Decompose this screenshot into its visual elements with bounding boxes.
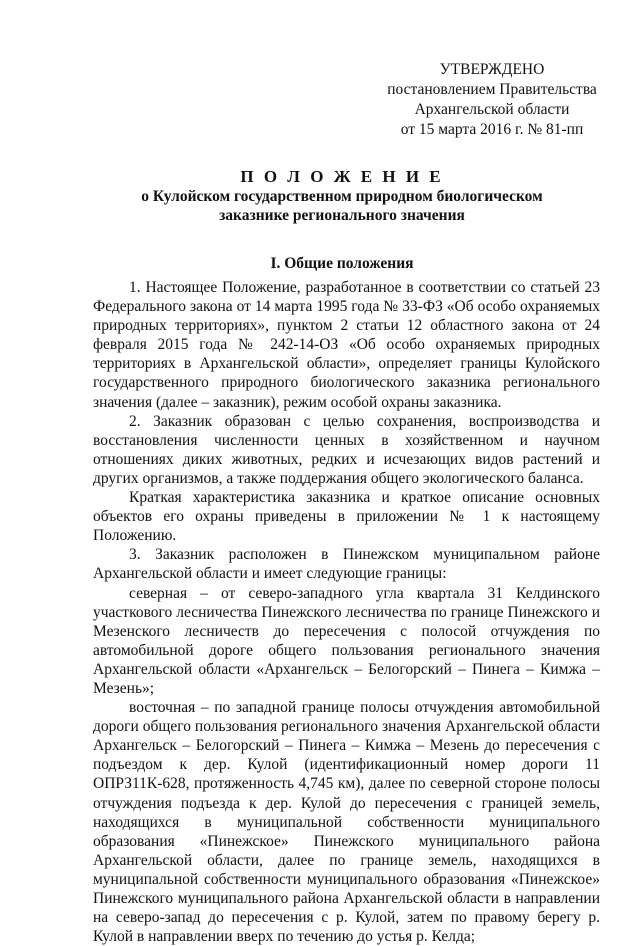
paragraph-5: северная – от северо-западного угла квартала 31 Келдинского участкового лесничества Пинежского лесничества по границе Пинежского и Мезенского лесничеств до пересечения с полосой отчуждения по автомобильной дороге общего пользования регионального значения Архангельской области «Архангельск – Белогорский – Пинега – Кимжа – Мезень»; [93,584,600,697]
paragraph-1: 1. Настоящее Положение, разработанное в соответствии со статьей 23 Федерального закона от 14 марта 1995 года № 33-ФЗ «Об особо охраняемых природных территориях», пунктом 2 статьи 12 областного закона от 24 февраля 2015 года № 242-14-ОЗ «Об особо охраняемых природных территориях в Архангельской области», определяет границы Кулойского государственного природного биологического заказника регионального значения (далее – заказник), режим особой охраны заказника. [93,279,600,411]
paragraph-3: Краткая характеристика заказника и краткое описание основных объектов его охраны приведены в приложении № 1 к настоящему Положению. [93,489,600,545]
document-subtitle-line-1: о Кулойском государственном природном биологическом [141,188,543,205]
document-title-block [60,167,624,225]
paragraph-4: 3. Заказник расположен в Пинежском муниципальном районе Архангельской области и имеет следующие границы: [93,546,600,583]
approval-line-date: от 15 марта 2016 г. № 81-пп [400,121,584,138]
approval-line-region: Архангельской области [414,101,570,118]
section-heading: I. Общие положения [270,255,414,272]
approval-line-resolution: постановлением Правительства [387,81,597,98]
section-body [93,278,600,946]
approval-line-approved: УТВЕРЖДЕНО [439,61,545,78]
document-subtitle-line-2: заказнике регионального значения [219,207,465,224]
paragraph-2: 2. Заказник образован с целью сохранения, воспроизводства и восстановления численности ценных в хозяйственном и научном отношениях диких животных, редких и исчезающих видов растений и других организмов, а также поддержания общего экологического баланса. [93,412,600,487]
approval-stamp [372,60,612,140]
document-title: П О Л О Ж Е Н И Е [240,167,444,186]
paragraph-6: восточная – по западной границе полосы отчуждения автомобильной дороги общего пользования регионального значения Архангельской области Архангельск – Белогорский – Пинега – Кимжа – Мезень до пересечения с подъездом к дер. Кулой (идентификационный номер дороги 11 ОПРЗ11К-628, протяженность 4,745 км), далее по северной стороне полосы отчуждения подъезда к дер. Кулой до пересечения с границей земель, находящихся в муниципальной собственности муниципального образования «Пинежское» Пинежского муниципального района Архангельской области, далее по границе земель, находящихся в муниципальной собственности муниципального образования «Пинежское» Пинежского муниципального района Архангельской области в направлении на северо-запад до пересечения с р. Кулой, затем по правому берегу р. Кулой в направлении вверх по течению до устья р. Келда; [93,699,600,946]
